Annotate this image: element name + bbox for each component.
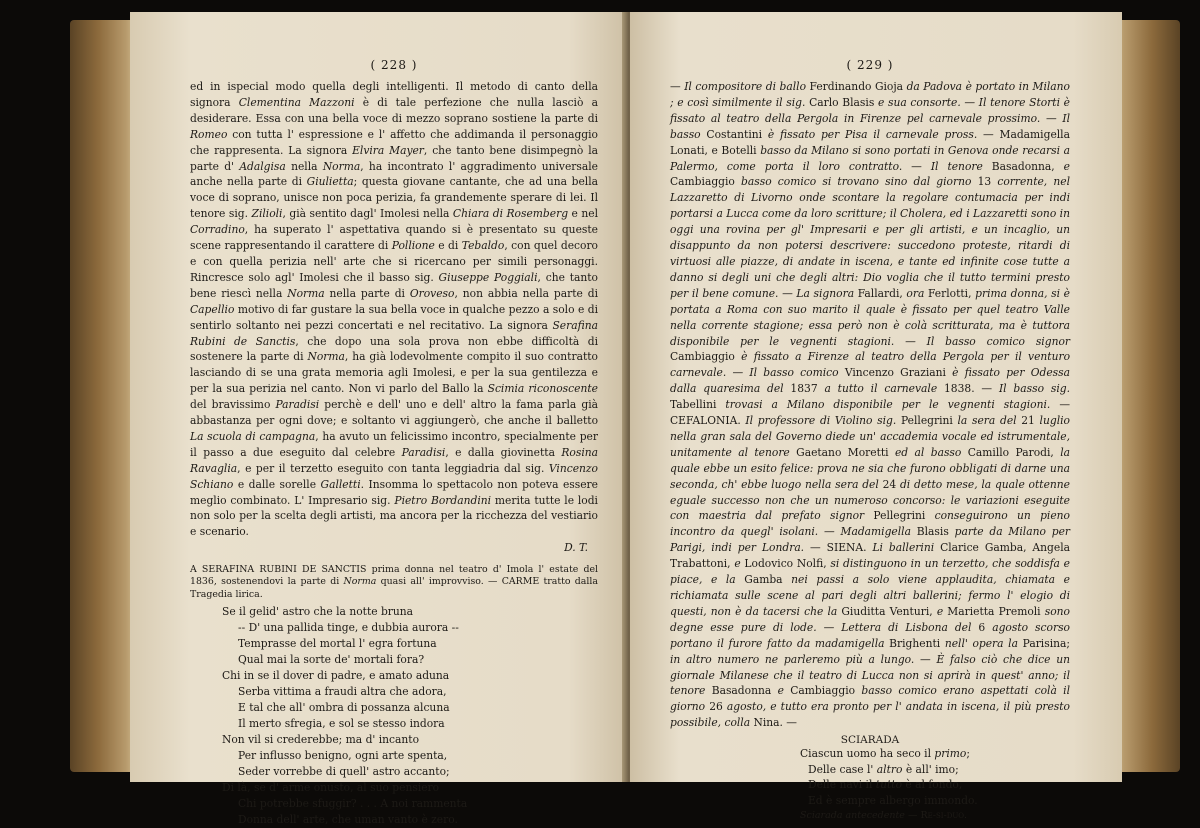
poem-line: Qual mai la sorte de' mortali fora? xyxy=(238,653,425,667)
italic-text: e xyxy=(734,557,741,571)
italic-text: agosto, e tutto era pronto per l' andata in iscena, il più presto possibile, colla xyxy=(670,700,1070,730)
text-run: 6 xyxy=(971,620,993,634)
text-run: Basadonna, xyxy=(982,159,1064,173)
italic-text: Il basso sig. xyxy=(998,382,1070,396)
text-run: , non abbia nella parte di xyxy=(454,286,598,300)
text-run: Pellegrini xyxy=(896,414,958,428)
text-run: 13 xyxy=(971,175,998,189)
italic-text: si distinguono in un terzetto, che soddisfa e piace, e la xyxy=(670,557,1070,587)
text-run: è al fondo, xyxy=(902,778,963,792)
italic-text: sono degne esse pure di lode. — Lettera di Lisbona del xyxy=(670,604,1070,634)
text-run: e di xyxy=(434,239,462,253)
text-run: perchè e dell' uno e dell' altro la fama parla già abbastanza per ogni dove; e soltanto vi aggiungerò, che anche il balletto xyxy=(190,398,598,428)
text-run: , che tanto bene disimpegnò la parte d' xyxy=(190,143,598,173)
text-run: 1837 xyxy=(783,382,825,396)
left-page xyxy=(130,12,628,827)
italic-text: ora xyxy=(906,286,925,300)
left-paragraph xyxy=(190,79,598,540)
open-book xyxy=(70,12,1180,827)
text-run: 26 xyxy=(705,700,727,714)
text-run: ed in ispecial modo quella degli intelligenti. Il metodo di canto della signora xyxy=(190,80,598,109)
poem-line: Donna dell' arte, che uman vanto è zero. xyxy=(238,813,458,827)
italic-text: Paradisi xyxy=(401,445,446,459)
text-run: , che dopo una sola prova non ebbe difficoltà di sostenere la parte di xyxy=(190,334,598,364)
italic-text: Oroveso xyxy=(409,286,455,300)
poem-line: -- D' una pallida tinge, e dubbia aurora -- xyxy=(238,621,459,635)
poem-line: Per influsso benigno, ogni arte spenta, xyxy=(238,749,448,763)
italic-text: tutto xyxy=(875,778,902,792)
poem-line: Di là, se d' arme onusto, al suo pensiero xyxy=(222,781,440,795)
italic-text: è fissato per Odessa dalla quaresima del xyxy=(670,366,1070,396)
italic-text: Adalgisa xyxy=(239,159,286,173)
text-run: Pellegrini xyxy=(864,509,935,523)
text-run: , e per il terzetto eseguito con tanta leggiadria dal sig. xyxy=(237,461,549,475)
italic-text: basso comico erano aspettati colà il giorno xyxy=(670,684,1070,714)
italic-text: Galletti xyxy=(320,477,361,491)
text-run: Ed è sempre albergo immondo. xyxy=(808,793,978,807)
italic-text: di detto mese, la quale ottenne eguale successo non che un numeroso concorso: le variazioni eseguite con maestria dal prefato signor xyxy=(670,477,1070,523)
italic-text: primo xyxy=(934,747,967,761)
italic-text: prima donna, si è portata a Roma con suo marito il quale è fissato per quel teatro Valle nella corrente stagione; essa però non è colà scritturata, ma è tuttora disponibile per le vegnenti stagioni. — Il basso comico signor xyxy=(670,286,1070,348)
right-paragraph xyxy=(670,79,1070,731)
page-number-right: ( 229 ) xyxy=(846,58,894,72)
text-run: nella parte di xyxy=(324,286,410,300)
text-run: , ha superato l' aspettativa quando si è presentato su queste scene rappresentando il carattere di xyxy=(190,223,598,253)
italic-text: e sua consorte. — Il tenore Storti è fissato al teatro della Pergola in Firenze pel carnevale prossimo. — Il basso xyxy=(670,95,1070,141)
text-run: Giuditta Venturi, xyxy=(837,604,937,618)
text-run: Delle navi il xyxy=(808,778,876,792)
text-run: Madamigella Lonati, e Botelli xyxy=(670,127,1070,157)
text-run: quasi all' improvviso. — CARME tratto dalla Tragedia lirica. xyxy=(190,576,598,600)
text-run: , ha incontrato l' aggradimento universale anche nella parte di xyxy=(190,159,598,189)
text-run: ; questa giovane cantante, che ad una bella voce di soprano, unisce non poca perizia, fa grandemente sperare di lei. Il tenore sig. xyxy=(190,175,598,221)
italic-text: parte da Milano per Parigi, indi per Londra. xyxy=(670,525,1070,555)
italic-text: Il professore di Violino sig. xyxy=(745,414,897,428)
text-run: Ciascun uomo ha seco il xyxy=(800,747,935,761)
sciarada-title: SCIARADA xyxy=(840,734,900,747)
text-run: Ferdinando Gioja xyxy=(806,80,907,93)
text-run: Gamba xyxy=(735,573,792,587)
text-run: , ha avuto un felicissimo incontro, specialmente per il passo a due eseguito dal celebre xyxy=(190,429,598,459)
italic-text: Vincenzo Schiano xyxy=(190,461,598,491)
italic-text: Scimia riconoscente xyxy=(487,382,598,396)
poem-line: Serba vittima a fraudi altra che adora, xyxy=(238,685,447,699)
text-run: e dalle sorelle xyxy=(233,477,321,491)
poem-line: Seder vorrebbe di quell' astro accanto; xyxy=(238,765,450,779)
poem-line: E tal che all' ombra di possanza alcuna xyxy=(238,701,450,715)
text-run: , e dalla giovinetta xyxy=(445,445,562,459)
text-run: — CEFALONIA. xyxy=(670,398,1071,428)
text-run: Gaetano Moretti xyxy=(789,445,895,459)
italic-text: Giulietta xyxy=(306,175,354,189)
sciarada-line xyxy=(800,762,1070,778)
text-run: Cambiaggio xyxy=(670,350,742,364)
text-run: , già sentito dagl' Imolesi nella xyxy=(282,207,453,221)
right-page xyxy=(630,12,1122,822)
italic-text: conseguirono un pieno incontro da quegl' isolani. — Madamigella xyxy=(670,509,1070,539)
text-run: Clarice Gamba, Angela Trabattoni, xyxy=(670,541,1070,571)
italic-text: trovasi a Milano disponibile per le vegnenti stagioni. xyxy=(725,398,1051,412)
text-run: con tutta l' espressione e l' affetto che addimanda il personaggio che rappresenta. La signora xyxy=(190,127,598,157)
italic-text: Il compositore di ballo xyxy=(684,80,807,93)
italic-text: Norma xyxy=(307,350,345,364)
text-run: — xyxy=(670,80,685,93)
italic-text: Clementina Mazzoni xyxy=(238,95,355,109)
text-run: 21 xyxy=(1016,414,1040,428)
poem-heading xyxy=(190,564,598,601)
italic-text: nell' opera la xyxy=(944,636,1018,650)
italic-text: La scuola di campagna xyxy=(190,429,316,443)
sciarada-line xyxy=(800,777,1070,793)
text-run: 1838. — xyxy=(937,382,999,396)
text-run: Lodovico Nolfi, xyxy=(740,557,831,571)
text-run: 24 xyxy=(878,477,900,491)
text-run: . Insomma lo spettacolo non poteva essere meglio combinato. L' Impresario sig. xyxy=(190,477,598,507)
text-run: Camillo Parodi, xyxy=(961,445,1061,459)
page-number-left: ( 228 ) xyxy=(370,58,418,72)
italic-text: agosto scorso portano il furore fatto da madamigella xyxy=(670,620,1070,650)
italic-text: Pollione xyxy=(391,239,435,253)
italic-text: Corradino xyxy=(190,223,245,237)
italic-text: corrente, nel Lazzaretto di Livorno onde scontare la regolare contumacia per indi portarsi a Lucca come da loro scritture; il Cholera, ed i Lazzaretti sono in oggi una rovina per gl' Impresarii e per gli artisti, e un incaglio, un disappunto da non potersi descrivere: succedono proteste, ritardi di virtuosi alle piazze, di andate in iscena, e tante ed infinite cose tutte a danno si degli uni che degli altri: Dio voglia che il tutto termini presto per il bene comune. — La signora xyxy=(670,175,1070,300)
text-run: , ha già lodevolmente compito il suo contratto lasciando di se una grata memoria agli Imolesi, e per la sua gentilezza e per la sua perizia nel canto. Non vi parlo del Ballo la xyxy=(190,350,598,396)
text-run: — SIENA. xyxy=(804,541,873,555)
text-run: Cambiaggio xyxy=(670,175,742,189)
italic-text: basso comico si trovano sino dal giorno xyxy=(741,175,972,189)
text-run: del bravissimo xyxy=(190,398,276,412)
italic-text: la quale ebbe un esito felice: prova ne sia che furono obbligati di darne una seconda, ch' ebbe luogo nella sera del xyxy=(670,445,1070,491)
italic-text: e xyxy=(777,684,784,698)
text-run: A SERAFINA RUBINI DE SANCTIS prima donna nel teatro d' Imola l' estate del 1836, sostenendovi la parte di xyxy=(190,564,598,588)
right-page-text xyxy=(670,79,1070,731)
italic-text: ed al basso xyxy=(894,445,962,459)
italic-text: Norma xyxy=(322,159,361,173)
text-run: nella xyxy=(285,159,323,173)
poem-line: Chi in se il dover di padre, e amato aduna xyxy=(222,669,450,683)
italic-text: Rosina Ravaglia xyxy=(190,445,598,475)
text-run: e nel xyxy=(568,207,598,221)
text-run: Tabellini xyxy=(670,398,726,412)
text-run: , che tanto bene riescì nella xyxy=(190,270,598,300)
poem-line: Non vil si crederebbe; ma d' incanto xyxy=(222,733,420,747)
text-run: è all' imo; xyxy=(902,762,959,776)
text-run: merita tutte le lodi non solo per la scelta degli artisti, ma ancora per la ricchezza del vestiario e scenario. xyxy=(190,493,598,539)
sciarada-line xyxy=(800,793,1070,809)
text-run: Carlo Blasis xyxy=(805,95,878,109)
article-signature: D. T. xyxy=(564,541,588,555)
text-run: Delle case l' xyxy=(808,762,877,776)
italic-text: Chiara di Rosemberg xyxy=(452,207,569,221)
italic-text: Li ballerini xyxy=(872,541,935,555)
italic-text: Elvira Mayer xyxy=(352,143,424,157)
text-run: motivo di far gustare la sua bella voce in qualche pezzo a solo e di sentirlo soltanto nei pezzi concertati e nel recitativo. La signora xyxy=(190,302,598,332)
italic-text: nei passi a solo viene applaudita, chiamata e richiamata sulle scene al pari degli altri ballerini; fermo l' elogio di questi, non è da tacersi che la xyxy=(670,573,1070,618)
italic-text: Serafina Rubini de Sanctis xyxy=(190,318,598,348)
sciarada-note xyxy=(800,810,1070,821)
italic-text: luglio nella gran sala del Governo diede un' accademia vocale ed istrumentale, unitamente al tenore xyxy=(670,414,1070,459)
text-run: Vincenzo Graziani xyxy=(838,366,953,380)
text-run: Marietta Premoli xyxy=(943,604,1045,618)
italic-text: Romeo xyxy=(190,127,228,141)
italic-text: Pietro Bordandini xyxy=(394,493,492,507)
italic-text: Paradisi xyxy=(275,398,320,412)
text-run: ; xyxy=(966,747,970,761)
text-run: Parisina; xyxy=(1017,636,1070,650)
italic-text: la sera del xyxy=(957,414,1017,428)
text-run: Brighenti xyxy=(884,636,945,650)
text-run: Blasis xyxy=(910,525,955,539)
italic-text: è fissato a Firenze al teatro della Pergola per il venturo carnevale. — Il basso comico xyxy=(670,350,1071,380)
poem-line: Chi potrebbe sfuggir? . . . A noi rammenta xyxy=(238,797,468,811)
sciarada-answer: — Re-si-duo. xyxy=(907,810,968,822)
text-run: Ferlotti, xyxy=(924,286,976,300)
italic-text: e xyxy=(1063,159,1070,173)
italic-text: e xyxy=(936,604,944,618)
italic-text: Giuseppe Poggiali xyxy=(438,270,538,284)
italic-text: Tebaldo xyxy=(461,239,505,253)
poem-line: Se il gelid' astro che la notte bruna xyxy=(222,605,414,619)
italic-text: in altro numero ne parleremo più a lungo. — È falso ciò che dice un giornale Milanese che il teatro di Lucca non si aprirà in quest' anno; il tenore xyxy=(670,652,1070,698)
sciarada-line xyxy=(800,746,1070,762)
text-run: è di tale perfezione che nulla lasciò a desiderare. Essa con una bella voce di mezzo soprano sostiene la parte di xyxy=(190,95,598,125)
poem-line: Il merto sfregia, e sol se stesso indora xyxy=(238,717,445,731)
italic-text: è fissato per Pisa il carnevale pross. — xyxy=(767,127,994,141)
text-run: Cambiaggio xyxy=(783,684,862,698)
text-run: Costantini xyxy=(700,127,768,141)
italic-text: Capellio xyxy=(190,302,235,316)
text-run: Basadonna xyxy=(705,684,778,698)
italic-text: altro xyxy=(876,762,903,776)
italic-text: da Padova è portato in Milano ; e così similmente il sig. xyxy=(670,80,1070,109)
poem-line: Temprasse del mortal l' egra fortuna xyxy=(238,637,437,651)
italic-text: basso da Milano si sono portati in Genova onde recarsi a Palermo, come porta il loro contratto. — Il tenore xyxy=(670,143,1070,173)
text-run: , con quel decoro e con quella perizia nell' arte che si ricercano per simili personaggi. Rincresce solo agl' Imolesi che il basso sig. xyxy=(190,239,598,284)
poem xyxy=(190,604,598,828)
italic-text: Norma xyxy=(343,576,377,588)
italic-text: a tutto il carnevale xyxy=(824,382,938,396)
text-run: Nina. — xyxy=(750,716,797,730)
sciarada-verses xyxy=(800,746,1070,808)
sciarada-note-label: Sciarada antecedente xyxy=(800,810,905,822)
italic-text: Norma xyxy=(287,286,325,300)
text-run: Fallardi, xyxy=(854,286,907,300)
left-page-text xyxy=(190,79,598,556)
italic-text: Zilioli xyxy=(251,207,283,221)
